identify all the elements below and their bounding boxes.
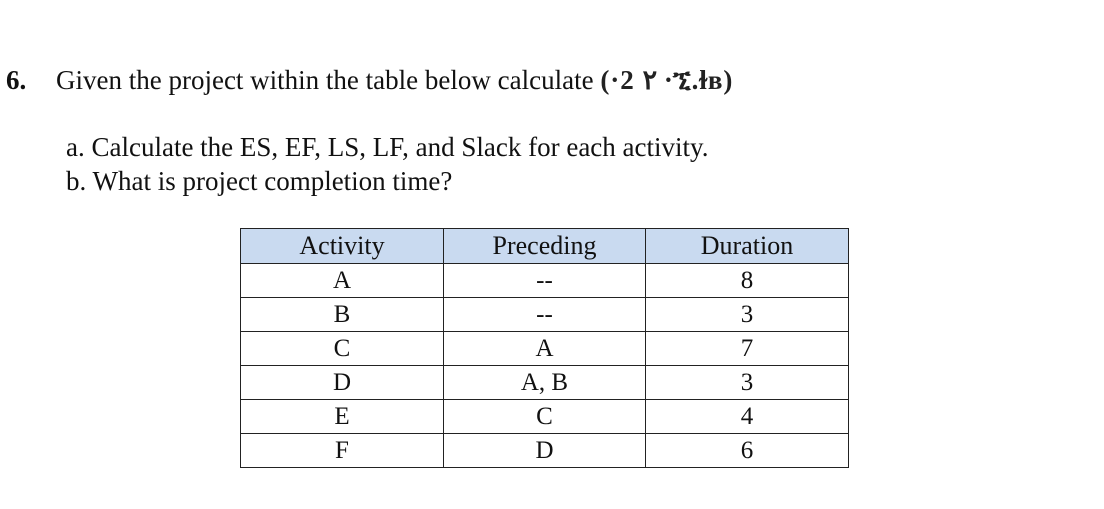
cell-duration: 7 bbox=[646, 332, 849, 366]
table-row bbox=[241, 434, 849, 468]
cell-activity: B bbox=[241, 298, 444, 332]
cell-preceding: C bbox=[444, 400, 646, 434]
cell-activity: C bbox=[241, 332, 444, 366]
header-activity: Activity bbox=[241, 229, 444, 264]
cell-preceding: A bbox=[444, 332, 646, 366]
question-text: Given the project within the table below calculate bbox=[56, 65, 594, 95]
cell-preceding: -- bbox=[444, 298, 646, 332]
activity-table bbox=[240, 228, 849, 468]
part-a bbox=[66, 130, 709, 164]
cell-preceding: A, B bbox=[444, 366, 646, 400]
cell-preceding: -- bbox=[444, 264, 646, 298]
cell-activity: A bbox=[241, 264, 444, 298]
cell-duration: 3 bbox=[646, 366, 849, 400]
question-line bbox=[6, 62, 733, 98]
question-marks-smudged: (·2 ٢ ·ኚ.ɫʙ) bbox=[600, 65, 734, 95]
table-row bbox=[241, 400, 849, 434]
part-a-label: a. bbox=[66, 132, 85, 162]
table-row bbox=[241, 366, 849, 400]
cell-duration: 8 bbox=[646, 264, 849, 298]
cell-activity: E bbox=[241, 400, 444, 434]
cell-preceding: D bbox=[444, 434, 646, 468]
cell-duration: 3 bbox=[646, 298, 849, 332]
cell-activity: F bbox=[241, 434, 444, 468]
table-row bbox=[241, 332, 849, 366]
table-row bbox=[241, 264, 849, 298]
cell-duration: 6 bbox=[646, 434, 849, 468]
header-duration: Duration bbox=[646, 229, 849, 264]
part-b-label: b. bbox=[66, 166, 87, 196]
header-preceding: Preceding bbox=[444, 229, 646, 264]
question-number: 6. bbox=[6, 65, 27, 95]
table-header-row bbox=[241, 229, 849, 264]
cell-duration: 4 bbox=[646, 400, 849, 434]
part-a-text: Calculate the ES, EF, LS, LF, and Slack for each activity. bbox=[91, 132, 709, 162]
table-row bbox=[241, 298, 849, 332]
cell-activity: D bbox=[241, 366, 444, 400]
part-b bbox=[66, 164, 452, 198]
part-b-text: What is project completion time? bbox=[92, 166, 453, 196]
